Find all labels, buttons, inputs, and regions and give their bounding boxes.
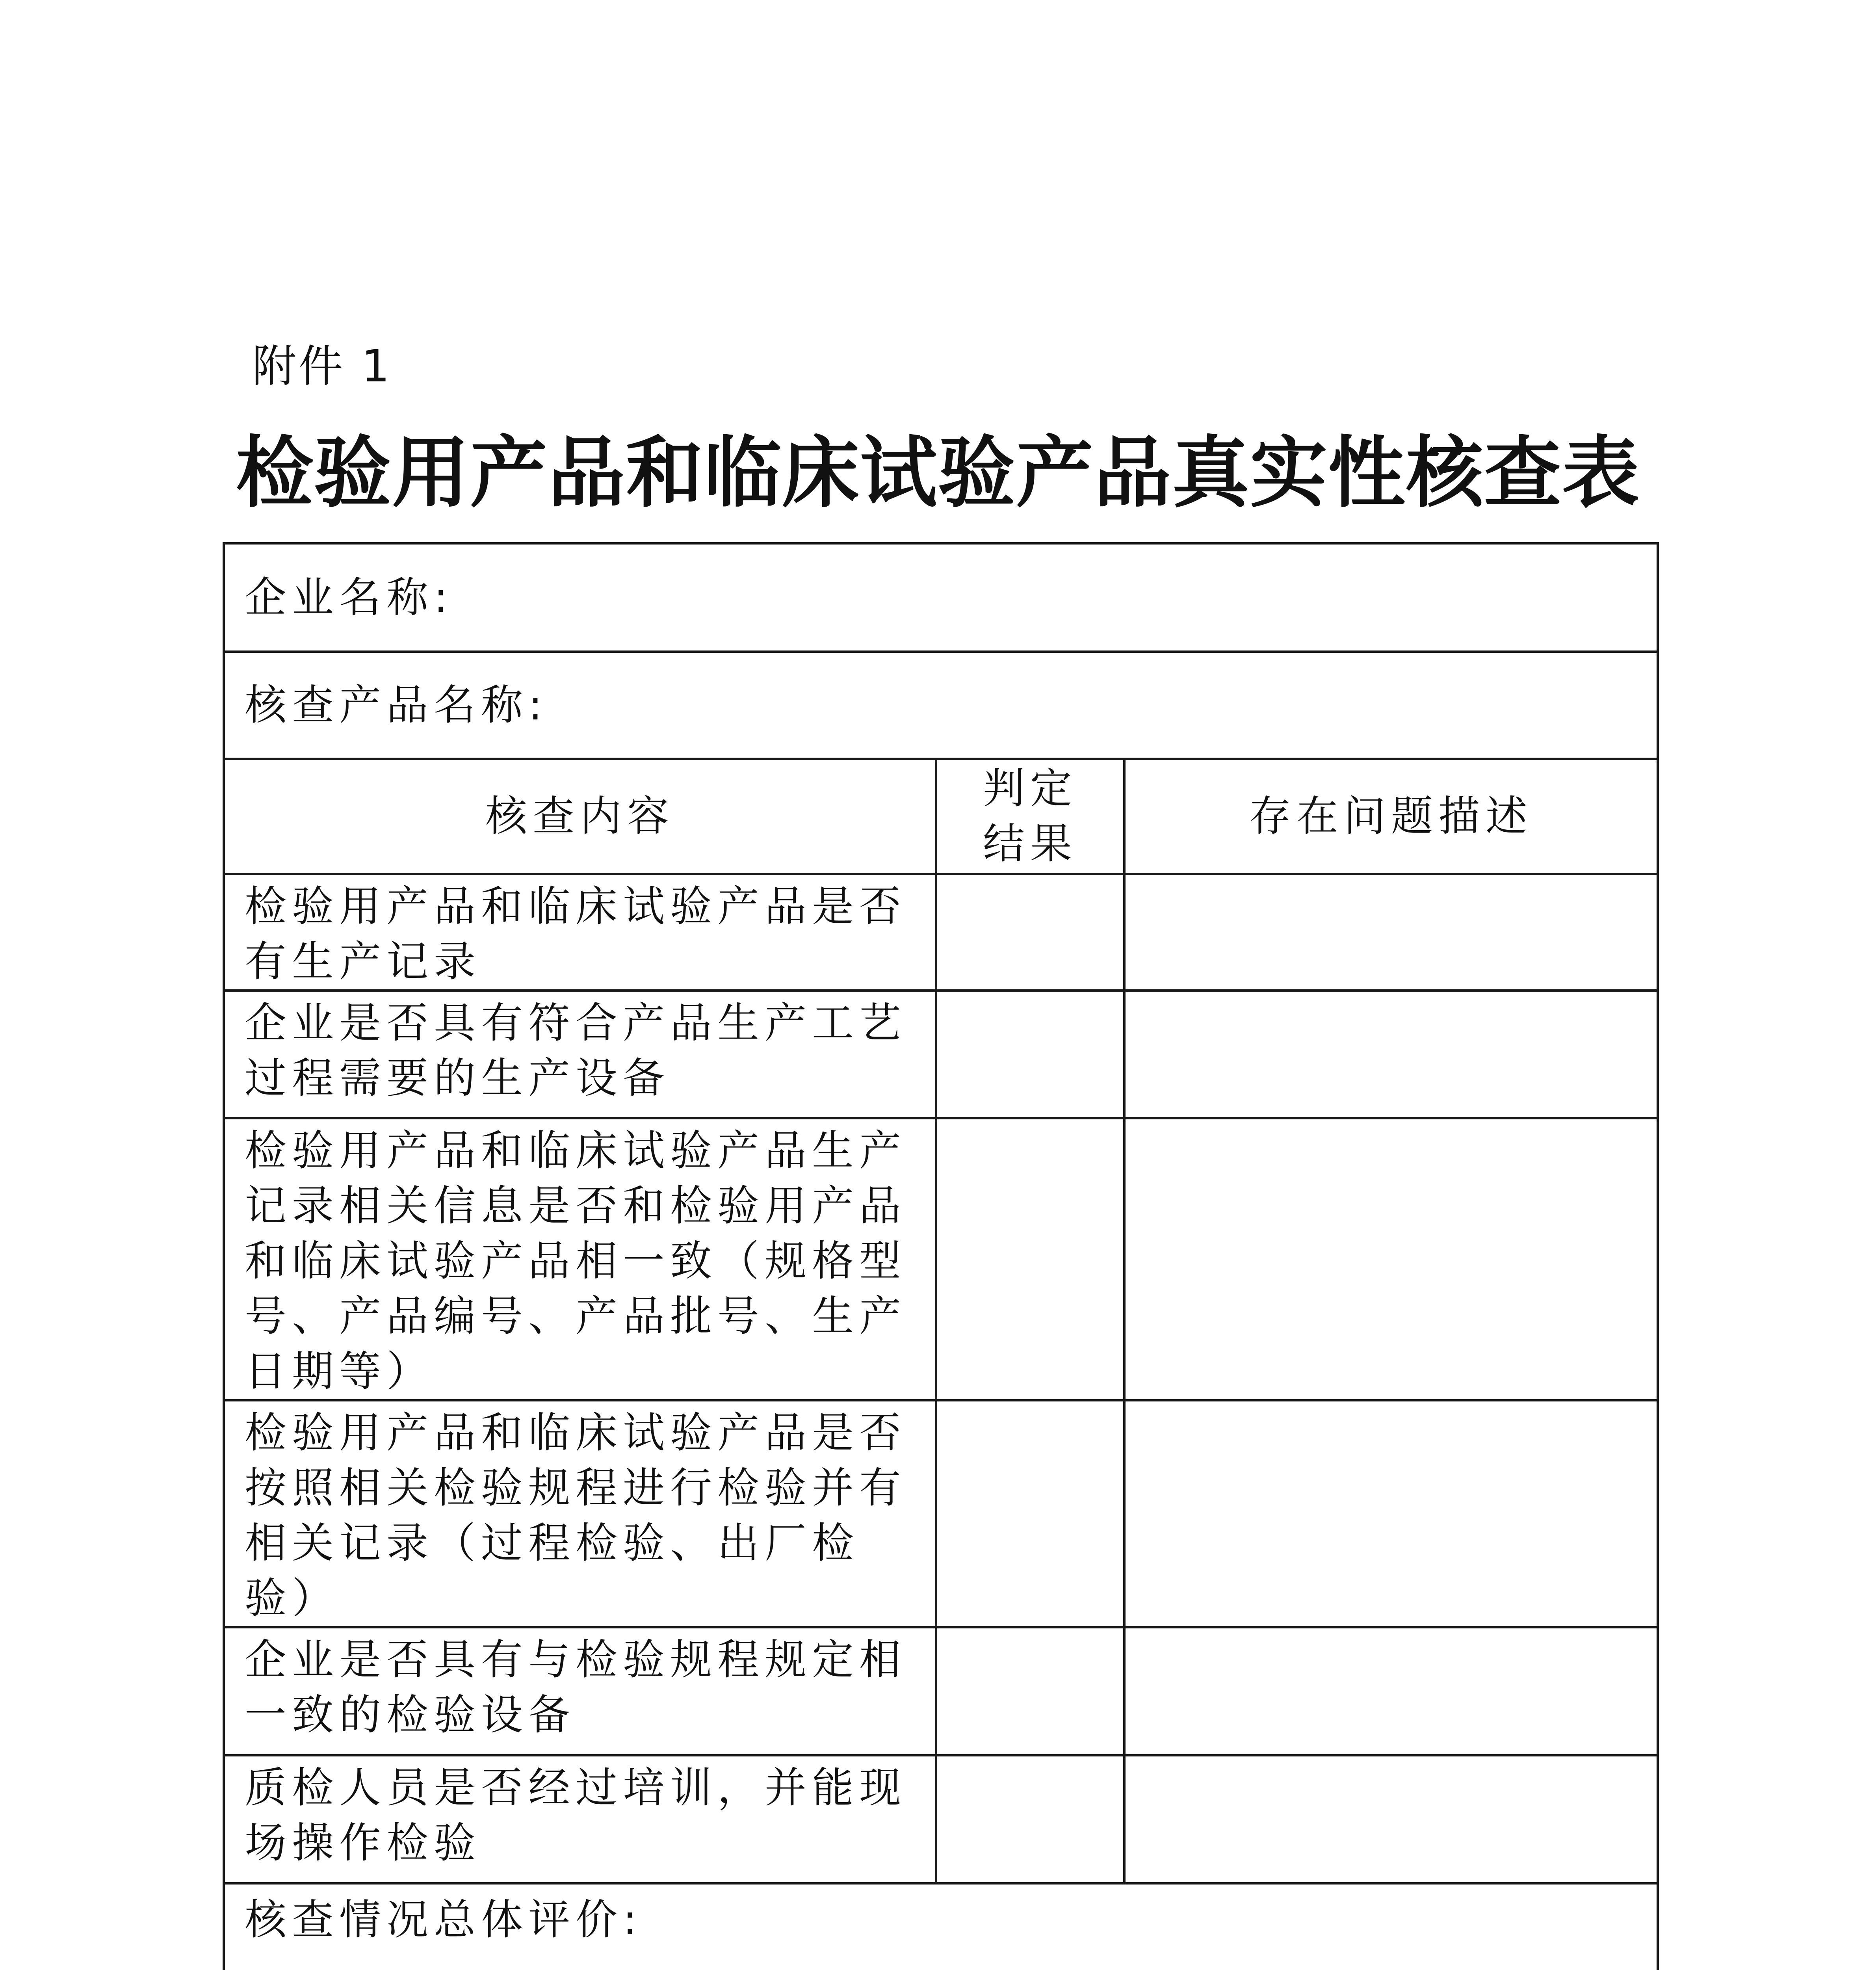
- table-row: [224, 1627, 1658, 1755]
- issues-cell-4[interactable]: [1124, 1400, 1658, 1627]
- overall-evaluation-row: [224, 1883, 1658, 1970]
- company-name-label: 企业名称:: [245, 573, 453, 622]
- table-header-row: [224, 759, 1658, 874]
- table-row: [224, 991, 1658, 1118]
- check-item-2: 企业是否具有符合产品生产工艺过程需要的生产设备: [224, 991, 936, 1118]
- check-item-4: 检验用产品和临床试验产品是否按照相关检验规程进行检验并有相关记录（过程检验、出厂检验）: [224, 1400, 936, 1627]
- issues-cell-5[interactable]: [1124, 1627, 1658, 1755]
- column-header-result: [936, 759, 1124, 874]
- result-cell-4[interactable]: [936, 1400, 1124, 1627]
- table-row: [224, 1118, 1658, 1400]
- result-cell-6[interactable]: [936, 1755, 1124, 1883]
- result-cell-2[interactable]: [936, 991, 1124, 1118]
- company-name-row: [224, 543, 1658, 652]
- check-item-1: 检验用产品和临床试验产品是否有生产记录: [224, 874, 936, 991]
- overall-evaluation-field[interactable]: [224, 1883, 1658, 1970]
- company-name-field[interactable]: [224, 543, 1658, 652]
- result-header-line1: 判定: [983, 764, 1077, 813]
- overall-evaluation-label: 核查情况总体评价:: [245, 1896, 643, 1944]
- product-name-label: 核查产品名称:: [245, 681, 548, 729]
- column-header-content: 核查内容: [224, 759, 936, 874]
- result-cell-3[interactable]: [936, 1118, 1124, 1400]
- result-cell-1[interactable]: [936, 874, 1124, 991]
- result-header-line2: 结果: [983, 820, 1077, 868]
- document-title: 检验用产品和临床试验产品真实性核查表: [236, 427, 1640, 518]
- issues-cell-1[interactable]: [1124, 874, 1658, 991]
- issues-cell-2[interactable]: [1124, 991, 1658, 1118]
- check-item-3: 检验用产品和临床试验产品生产记录相关信息是否和检验用产品和临床试验产品相一致（规格型号、产品编号、产品批号、生产日期等）: [224, 1118, 936, 1400]
- check-item-6: 质检人员是否经过培训，并能现场操作检验: [224, 1755, 936, 1883]
- verification-form-table: [223, 542, 1659, 1970]
- table-row: [224, 1755, 1658, 1883]
- product-name-row: [224, 652, 1658, 759]
- issues-cell-3[interactable]: [1124, 1118, 1658, 1400]
- table-row: [224, 874, 1658, 991]
- result-cell-5[interactable]: [936, 1627, 1124, 1755]
- column-header-issues: 存在问题描述: [1124, 759, 1658, 874]
- attachment-label: 附件 1: [252, 341, 392, 392]
- product-name-field[interactable]: [224, 652, 1658, 759]
- table-row: [224, 1400, 1658, 1627]
- issues-cell-6[interactable]: [1124, 1755, 1658, 1883]
- check-item-5: 企业是否具有与检验规程规定相一致的检验设备: [224, 1627, 936, 1755]
